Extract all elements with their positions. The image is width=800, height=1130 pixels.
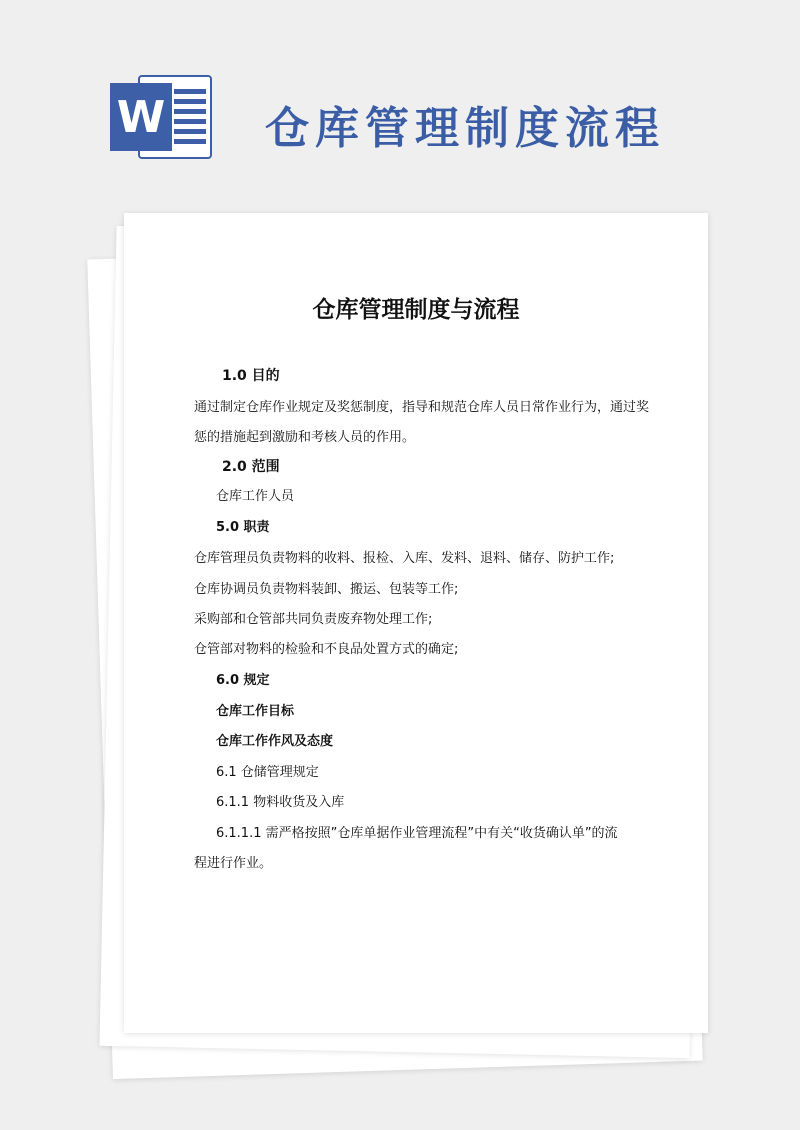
paragraph-line: 采购部和仓管部共同负责废弃物处理工作;: [194, 612, 433, 627]
subheading-attitude: 仓库工作作风及态度: [216, 734, 334, 749]
section-heading-purpose: 1.0 目的: [222, 368, 280, 384]
document-title: 仓库管理制度与流程: [312, 297, 520, 323]
word-letter-tile: W: [110, 83, 172, 151]
section-heading-rules: 6.0 规定: [216, 673, 270, 688]
banner-title: 仓库管理制度流程: [265, 103, 665, 154]
paragraph-line: 6.1.1.1 需严格按照”仓库单据作业管理流程”中有关“收货确认单”的流: [216, 826, 618, 841]
word-icon: [110, 75, 212, 159]
document-page: [124, 213, 708, 1033]
section-heading-scope: 2.0 范围: [222, 459, 280, 475]
section-heading-duties: 5.0 职责: [216, 520, 270, 535]
paragraph-line: 仓库工作人员: [216, 489, 295, 504]
paragraph-line: 仓库协调员负责物料装卸、搬运、包装等工作;: [194, 582, 459, 597]
banner: [0, 0, 800, 200]
paragraph-line: 仓库管理员负责物料的收料、报检、入库、发料、退料、储存、防护工作;: [194, 551, 615, 566]
subsection-6-1: 6.1 仓储管理规定: [216, 765, 319, 780]
paragraph-line: 仓管部对物料的检验和不良品处置方式的确定;: [194, 642, 459, 657]
paragraph-line: 程进行作业。: [194, 856, 273, 871]
paragraph-line: 通过制定仓库作业规定及奖惩制度，指导和规范仓库人员日常作业行为，通过奖: [194, 400, 650, 415]
subsection-6-1-1: 6.1.1 物料收货及入库: [216, 795, 345, 810]
subheading-goals: 仓库工作目标: [216, 704, 295, 719]
paragraph-line: 惩的措施起到激励和考核人员的作用。: [194, 430, 416, 445]
